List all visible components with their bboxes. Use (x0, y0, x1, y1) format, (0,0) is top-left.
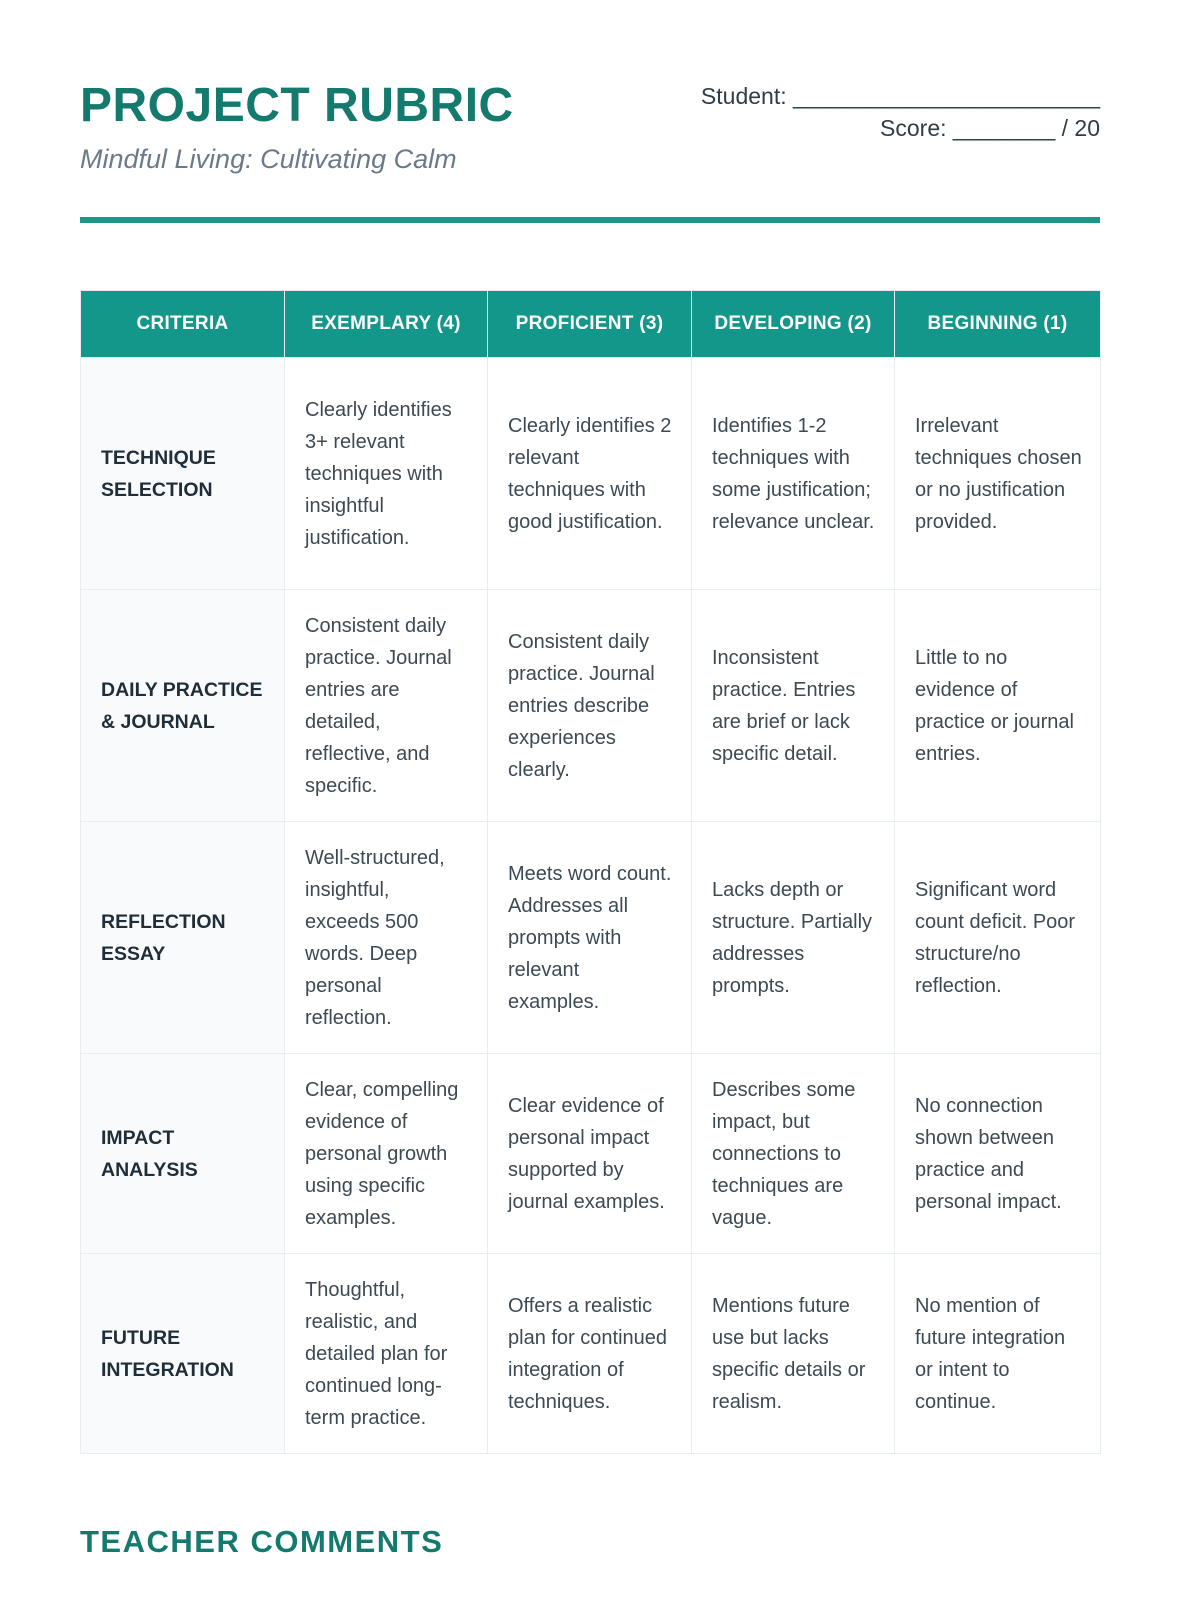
proficient-cell: Clear evidence of personal impact supported by journal examples. (488, 1054, 692, 1254)
developing-cell: Mentions future use but lacks specific details or realism. (692, 1254, 895, 1454)
exemplary-cell: Consistent daily practice. Journal entries are detailed, reflective, and specific. (285, 590, 488, 822)
developing-cell: Lacks depth or structure. Partially addresses prompts. (692, 822, 895, 1054)
column-header-beginning: BEGINNING (1) (895, 291, 1101, 358)
criterion-cell: TECHNIQUE SELECTION (81, 358, 285, 590)
column-header-criteria: CRITERIA (81, 291, 285, 358)
column-header-exemplary: EXEMPLARY (4) (285, 291, 488, 358)
criterion-cell: IMPACT ANALYSIS (81, 1054, 285, 1254)
exemplary-cell: Clear, compelling evidence of personal growth using specific examples. (285, 1054, 488, 1254)
beginning-cell: Little to no evidence of practice or journal entries. (895, 590, 1101, 822)
exemplary-cell: Clearly identifies 3+ relevant techniques with insightful justification. (285, 358, 488, 590)
table-row (81, 590, 1101, 822)
criterion-cell: FUTURE INTEGRATION (81, 1254, 285, 1454)
column-header-proficient: PROFICIENT (3) (488, 291, 692, 358)
developing-cell: Inconsistent practice. Entries are brief or lack specific detail. (692, 590, 895, 822)
beginning-cell: No connection shown between practice and personal impact. (895, 1054, 1101, 1254)
beginning-cell: No mention of future integration or intent to continue. (895, 1254, 1101, 1454)
teacher-comments-heading: TEACHER COMMENTS (80, 1524, 444, 1559)
page-title: PROJECT RUBRIC (80, 79, 514, 132)
criterion-cell: DAILY PRACTICE & JOURNAL (81, 590, 285, 822)
table-row (81, 1254, 1101, 1454)
exemplary-cell: Well-structured, insightful, exceeds 500 words. Deep personal reflection. (285, 822, 488, 1054)
criterion-cell: REFLECTION ESSAY (81, 822, 285, 1054)
beginning-cell: Significant word count deficit. Poor structure/no reflection. (895, 822, 1101, 1054)
rubric-header (80, 78, 1100, 178)
header-divider (80, 217, 1100, 223)
table-row (81, 358, 1101, 590)
proficient-cell: Consistent daily practice. Journal entries describe experiences clearly. (488, 590, 692, 822)
proficient-cell: Offers a realistic plan for continued integration of techniques. (488, 1254, 692, 1454)
exemplary-cell: Thoughtful, realistic, and detailed plan for continued long-term practice. (285, 1254, 488, 1454)
page-subtitle: Mindful Living: Cultivating Calm (80, 144, 457, 174)
proficient-cell: Meets word count. Addresses all prompts with relevant examples. (488, 822, 692, 1054)
developing-cell: Identifies 1-2 techniques with some justification; relevance unclear. (692, 358, 895, 590)
table-header-row (81, 291, 1101, 358)
table-row (81, 822, 1101, 1054)
proficient-cell: Clearly identifies 2 relevant techniques with good justification. (488, 358, 692, 590)
student-name-field: Student: ________________________ (700, 83, 1100, 109)
column-header-developing: DEVELOPING (2) (692, 291, 895, 358)
beginning-cell: Irrelevant techniques chosen or no justification provided. (895, 358, 1101, 590)
score-field: Score: ________ / 20 (880, 115, 1100, 141)
rubric-table (80, 290, 1101, 1454)
developing-cell: Describes some impact, but connections to techniques are vague. (692, 1054, 895, 1254)
table-row (81, 1054, 1101, 1254)
